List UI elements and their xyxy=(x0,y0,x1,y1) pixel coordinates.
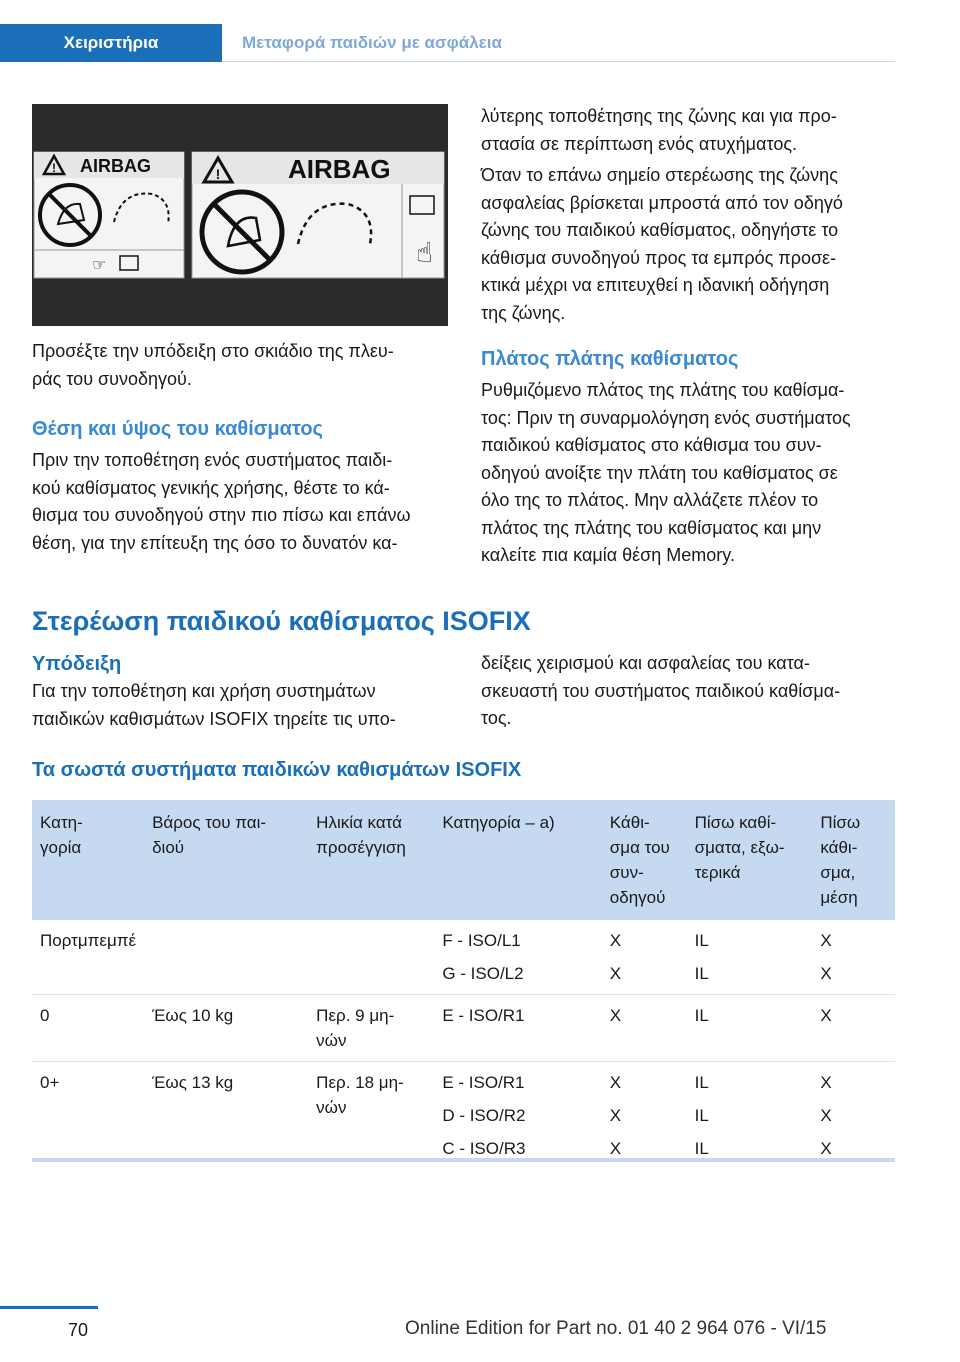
cell-rear-outer: IL xyxy=(687,995,813,1062)
section-title: Στερέωση παιδικού καθίσματος ISOFIX xyxy=(32,606,531,636)
airbag-warning-image xyxy=(32,104,448,326)
cell-class: F - ISO/L1 G - ISO/L2 xyxy=(434,920,601,995)
table-bottom-rule xyxy=(32,1158,895,1162)
table-heading-wrap xyxy=(32,756,895,784)
col-header-category: Κατη- γορία xyxy=(32,800,144,920)
col-header-front-seat: Κάθι- σμα του συν- οδηγού xyxy=(602,800,687,920)
table-row xyxy=(32,995,895,1062)
paragraph-backrest-width: Ρυθμιζόμενο πλάτος της πλάτης του καθίσμα- τος: Πριν τη συναρμολόγηση ενός συστήματος παιδικού καθίσματος στο κάθισμα του συν- οδηγού ανοίξτε την πλάτη του καθίσματος σε όλο της το πλάτος. Μην αλλάζετε πλέον το πλάτος της πλάτης του καθίσματος και μην καλείτε πια καμία θέση Memory. xyxy=(481,380,851,565)
note-text-left: Για την τοποθέτηση και χρήση συστημάτων παιδικών καθισμάτων ISOFIX τηρείτε τις υπο- xyxy=(32,681,396,729)
cell-rear-middle: X X X xyxy=(820,1073,832,1158)
cell-rear-middle: X xyxy=(812,995,895,1062)
col-header-rear-outer: Πίσω καθί- σματα, εξω- τερικά xyxy=(687,800,813,920)
edition-note: Online Edition for Part no. 01 40 2 964 076 - VI/15 xyxy=(405,1318,827,1339)
header-divider xyxy=(222,61,895,62)
cell-category: Πορτμπεμπέ xyxy=(32,920,144,995)
note-heading: Υπόδειξη xyxy=(32,653,122,675)
cell-front: X xyxy=(602,995,687,1062)
cell-category: 0 xyxy=(32,995,144,1062)
footer-rule xyxy=(0,1306,98,1309)
note-left xyxy=(32,650,450,733)
table-row xyxy=(32,920,895,995)
cell-rear-outer: IL IL xyxy=(687,920,813,995)
cell-front: X X xyxy=(602,920,687,995)
airbag-label-small xyxy=(34,152,184,278)
cell-age: Περ. 9 μη- νών xyxy=(308,995,434,1062)
paragraph-continuation: λύτερης τοποθέτησης της ζώνης και για προ- στασία σε περίπτωση ενός ατυχήματος. xyxy=(481,106,837,154)
note-right xyxy=(481,650,897,733)
heading-seat-position: Θέση και ύψος του καθίσματος xyxy=(32,418,323,440)
svg-text:!: ! xyxy=(52,161,56,175)
page-number: 70 xyxy=(68,1320,89,1340)
paragraph-seat-position: Πριν την τοποθέτηση ενός συστήματος παιδι- κού καθίσματος γενικής χρήσης, θέστε το κά- θισμα του συνοδηγού στην πιο πίσω και επάνω θέση, για την επίτευξη της όσο το δυνατόν κα- xyxy=(32,450,411,553)
left-column xyxy=(32,338,450,557)
section-isofix xyxy=(32,603,895,639)
col-header-age: Ηλικία κατά προσέγγιση xyxy=(308,800,434,920)
cell-category: 0+ xyxy=(40,1073,60,1092)
col-header-class: Κατηγορία – a) xyxy=(434,800,601,920)
svg-text:☝: ☝ xyxy=(416,236,434,269)
svg-text:☞: ☞ xyxy=(92,255,107,274)
table-header-row xyxy=(32,800,895,920)
cell-front: X X X xyxy=(609,1073,622,1158)
airbag-label-large-text: AIRBAG xyxy=(288,154,391,184)
cell-weight: Έως 10 kg xyxy=(144,995,308,1062)
right-column xyxy=(481,103,897,570)
header-tab-section[interactable]: Μεταφορά παιδιών με ασφάλεια xyxy=(242,33,502,52)
table-row xyxy=(32,1062,895,1170)
note-text-right: δείξεις χειρισμού και ασφαλείας του κατα- σκευαστή του συστήματος παιδικού καθίσμα- τος. xyxy=(481,653,841,728)
svg-text:!: ! xyxy=(215,166,221,182)
cell-weight: Έως 13 kg xyxy=(152,1073,234,1092)
table-heading: Τα σωστά συστήματα παιδικών καθισμάτων ISOFIX xyxy=(32,759,522,781)
cell-rear-middle: X X xyxy=(812,920,895,995)
cell-age xyxy=(308,920,434,995)
heading-backrest-width: Πλάτος πλάτης καθίσματος xyxy=(481,348,739,370)
image-caption: Προσέξτε την υπόδειξη στο σκιάδιο της πλευ- ράς του συνοδηγού. xyxy=(32,341,394,389)
isofix-table xyxy=(32,800,895,1169)
airbag-label-small-text: AIRBAG xyxy=(80,156,151,176)
cell-class: E - ISO/R1 xyxy=(434,995,601,1062)
col-header-rear-middle: Πίσω κάθι- σμα, μέση xyxy=(812,800,895,920)
cell-class: E - ISO/R1 D - ISO/R2 C - ISO/R3 xyxy=(442,1073,526,1158)
paragraph-belt-anchor: Όταν το επάνω σημείο στερέωσης της ζώνης ασφαλείας βρίσκεται μπροστά από τον οδηγό ζώνης του παιδικού καθίσματος, οδηγήστε το κάθισμα συνοδηγού προς τα εμπρός προσε- κτικά μέχρι να επιτευχθεί η ιδανική οδήγηση της ζώνης. xyxy=(481,165,843,323)
cell-weight xyxy=(144,920,308,995)
page-header xyxy=(0,0,895,62)
airbag-label-large xyxy=(192,152,444,278)
cell-age: Περ. 18 μη- νών xyxy=(316,1073,404,1117)
header-tab-controls[interactable]: Χειριστήρια xyxy=(0,24,222,62)
col-header-weight: Βάρος του παι- διού xyxy=(144,800,308,920)
cell-rear-outer: IL IL IL xyxy=(694,1073,709,1158)
